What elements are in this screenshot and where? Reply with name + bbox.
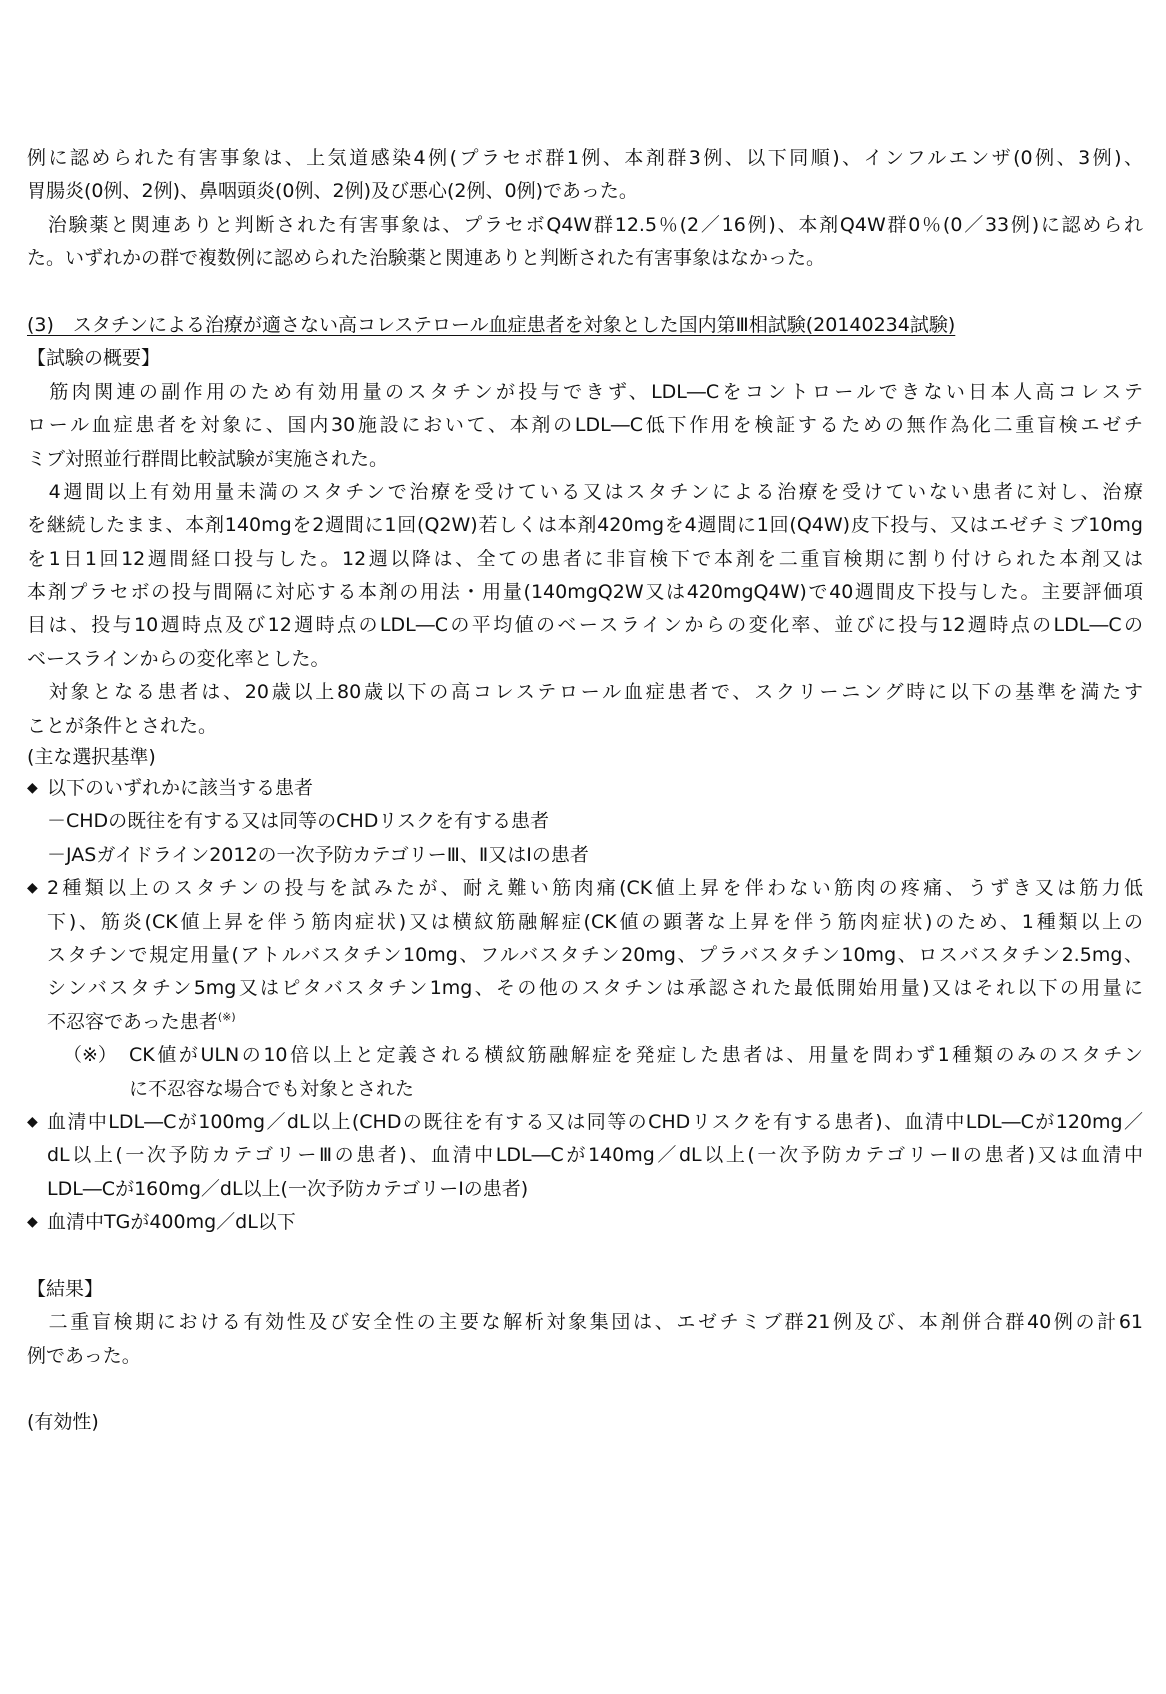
sub-criteria-item: －JASガイドライン2012の一次予防カテゴリーⅢ、Ⅱ又はⅠの患者 bbox=[47, 843, 589, 866]
text-line: 治験薬と関連ありと判断された有害事象は、プラセボQ4W群12.5％(2／16例)、本剤Q4W群0％(0／33例)に認められ bbox=[27, 213, 1143, 236]
overview-label: 【試験の概要】 bbox=[27, 347, 161, 370]
text-fragment: 不忍容であった患者 bbox=[47, 1010, 218, 1033]
text-line: シンバスタチン5mg又はピタバスタチン1mg、その他のスタチンは承認された最低開始用量)又はそれ以下の用量に bbox=[47, 977, 1143, 1000]
adverse-events-paragraph bbox=[27, 142, 1143, 276]
efficacy-label: (有効性) bbox=[27, 1411, 99, 1434]
text-line: 血清中TGが400mg／dL以下 bbox=[47, 1211, 296, 1234]
document-page bbox=[27, 142, 1143, 1440]
overview-paragraph bbox=[27, 376, 1143, 476]
footnote-mark: （※） bbox=[63, 1044, 117, 1067]
criteria-item-3 bbox=[27, 1106, 1143, 1206]
text-line: を1日1回12週間経口投与した。12週以降は、全ての患者に非盲検下で本剤を二重盲検期に割り付けられた本剤又は bbox=[27, 547, 1143, 570]
text-line: 本剤プラセボの投与間隔に対応する本剤の用法・用量(140mgQ2W又は420mgQ4W)で40週間皮下投与した。主要評価項 bbox=[27, 581, 1143, 604]
results-paragraph bbox=[27, 1306, 1143, 1373]
text-line: LDL―Cが160mg／dL以上(一次予防カテゴリーⅠの患者) bbox=[47, 1177, 529, 1200]
text-line: に不忍容な場合でも対象とされた bbox=[129, 1077, 415, 1100]
criteria-label: (主な選択基準) bbox=[27, 746, 156, 769]
bullet-diamond-icon: ◆ bbox=[27, 1113, 38, 1130]
text-line: ミブ対照並行群間比較試験が実施された。 bbox=[27, 447, 389, 470]
text-line: 対象となる患者は、20歳以上80歳以下の高コレステロール血症患者で、スクリーニング時に以下の基準を満たす bbox=[27, 681, 1143, 704]
text-line: 以下のいずれかに該当する患者 bbox=[47, 777, 314, 800]
text-line: 目は、投与10週時点及び12週時点のLDL―Cの平均値のベースラインからの変化率、並びに投与12週時点のLDL―Cの bbox=[27, 614, 1143, 637]
text-line: 4週間以上有効用量未満のスタチンで治療を受けている又はスタチンによる治療を受けていない患者に対し、治療 bbox=[27, 480, 1143, 503]
bullet-diamond-icon: ◆ bbox=[27, 880, 38, 897]
text-line: 血清中LDL―Cが100mg／dL以上(CHDの既往を有する又は同等のCHDリスクを有する患者)、血清中LDL―Cが120mg／ bbox=[47, 1110, 1143, 1133]
text-line: 筋肉関連の副作用のため有効用量のスタチンが投与できず、LDL―Cをコントロールできない日本人高コレステ bbox=[27, 380, 1143, 403]
text-line: dL以上(一次予防カテゴリーⅢの患者)、血清中LDL―Cが140mg／dL以上(一次予防カテゴリーⅡの患者)又は血清中 bbox=[47, 1144, 1143, 1167]
bullet-diamond-icon: ◆ bbox=[27, 1214, 38, 1231]
footnote bbox=[27, 1039, 1143, 1106]
dosing-paragraph bbox=[27, 476, 1143, 676]
text-line: スタチンで規定用量(アトルバスタチン10mg、フルバスタチン20mg、プラバスタチン10mg、ロスバスタチン2.5mg、 bbox=[47, 943, 1143, 966]
section-heading: (3) スタチンによる治療が適さない高コレステロール血症患者を対象とした国内第Ⅲ相試験(20140234試験) bbox=[27, 313, 956, 336]
results-label: 【結果】 bbox=[27, 1277, 104, 1300]
text-line: ベースラインからの変化率とした。 bbox=[27, 647, 330, 670]
text-line: た。いずれかの群で複数例に認められた治験薬と関連ありと判断された有害事象はなかった。 bbox=[27, 247, 826, 270]
text-line: 2種類以上のスタチンの投与を試みたが、耐え難い筋肉痛(CK値上昇を伴わない筋肉の疼痛、うずき又は筋力低 bbox=[47, 877, 1143, 900]
text-line: 二重盲検期における有効性及び安全性の主要な解析対象集団は、エゼチミブ群21例及び、本剤併合群40例の計61 bbox=[27, 1311, 1143, 1334]
criteria-item-1 bbox=[27, 772, 1143, 805]
sub-criteria-item: －CHDの既往を有する又は同等のCHDリスクを有する患者 bbox=[47, 810, 549, 833]
text-line: 例であった。 bbox=[27, 1344, 141, 1367]
criteria-item-4 bbox=[27, 1206, 1143, 1239]
text-line bbox=[47, 1006, 1143, 1039]
text-line: 胃腸炎(0例、2例)、鼻咽頭炎(0例、2例)及び悪心(2例、0例)であった。 bbox=[27, 180, 638, 203]
bullet-diamond-icon: ◆ bbox=[27, 780, 38, 797]
text-line: ことが条件とされた。 bbox=[27, 714, 218, 737]
text-line: CK値がULNの10倍以上と定義される横紋筋融解症を発症した患者は、用量を問わず1種類のみのスタチン bbox=[129, 1044, 1143, 1067]
criteria-item-2 bbox=[27, 872, 1143, 1039]
text-line: ロール血症患者を対象に、国内30施設において、本剤のLDL―C低下作用を検証するための無作為化二重盲検エゼチ bbox=[27, 414, 1143, 437]
patients-paragraph bbox=[27, 676, 1143, 743]
footnote-reference: (※) bbox=[217, 1010, 236, 1024]
text-line: を継続したまま、本剤140mgを2週間に1回(Q2W)若しくは本剤420mgを4週間に1回(Q4W)皮下投与、又はエゼチミブ10mg bbox=[27, 514, 1143, 537]
text-line: 例に認められた有害事象は、上気道感染4例(プラセボ群1例、本剤群3例、以下同順)、インフルエンザ(0例、3例)、 bbox=[27, 147, 1143, 169]
text-line: 下)、筋炎(CK値上昇を伴う筋肉症状)又は横紋筋融解症(CK値の顕著な上昇を伴う筋肉症状)のため、1種類以上の bbox=[47, 910, 1143, 933]
